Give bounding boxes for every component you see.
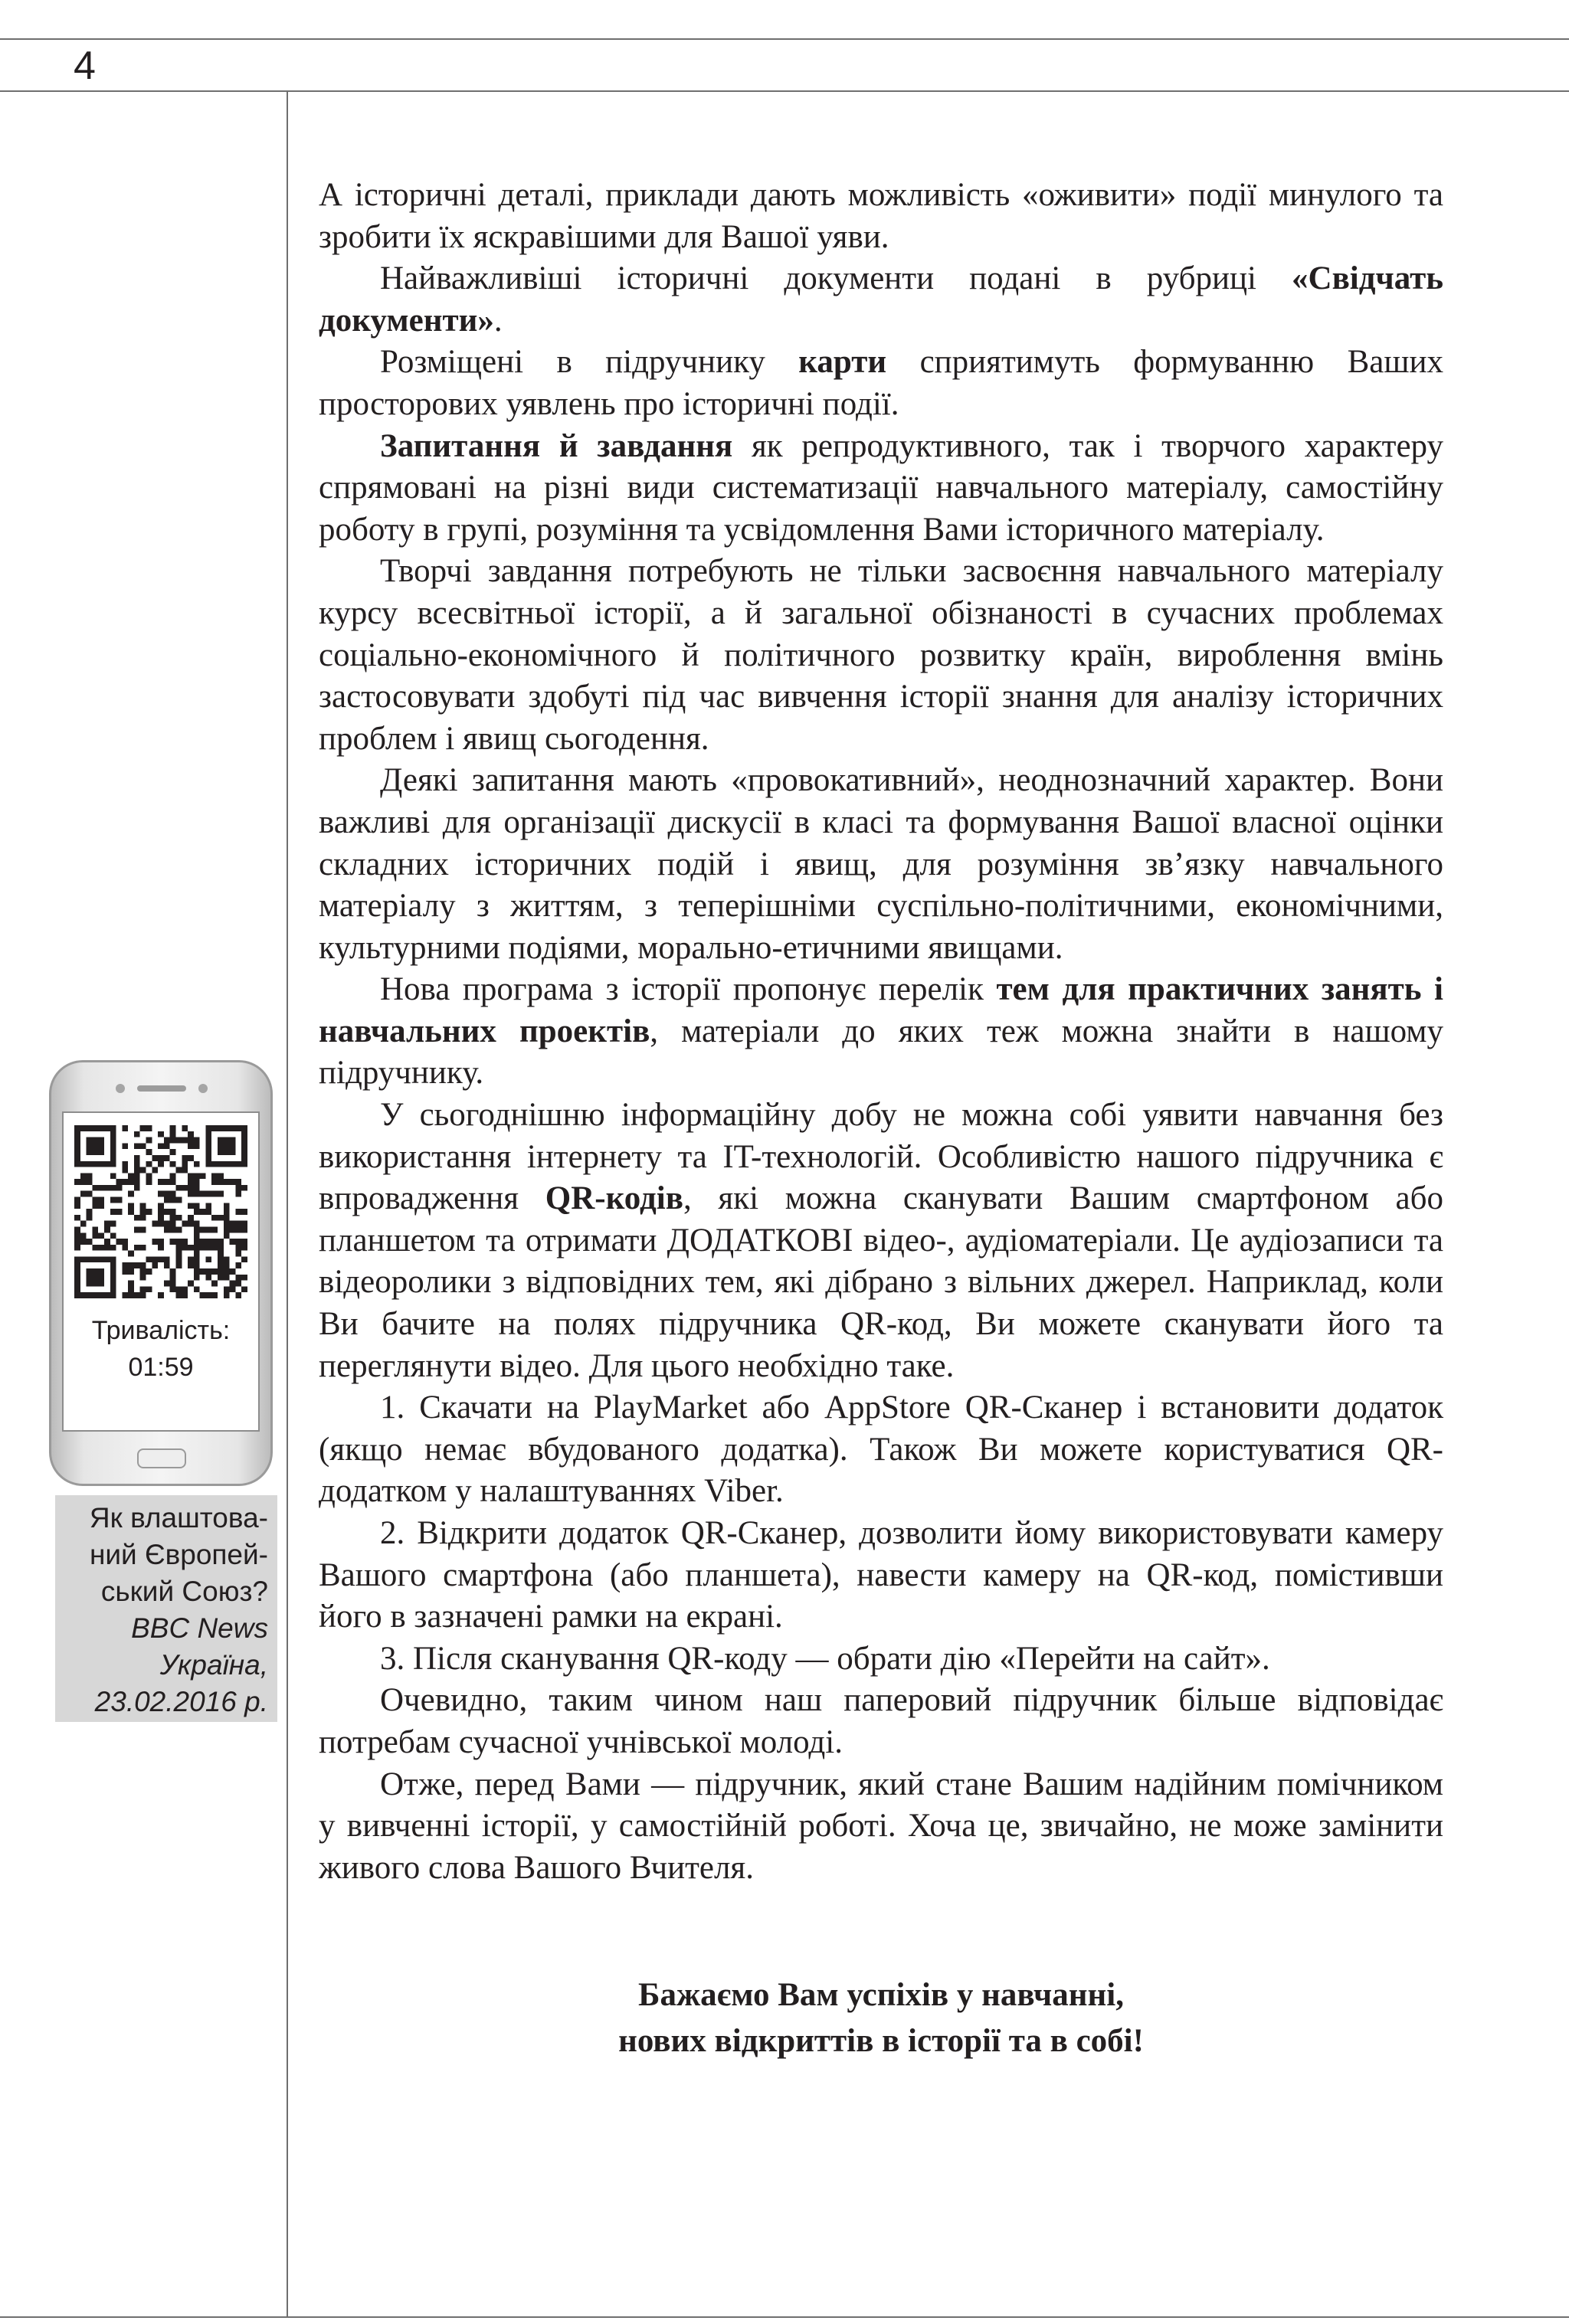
caption-source-line-3: 23.02.2016 р. xyxy=(94,1686,268,1717)
caption-title-line-1: Як влаштова- xyxy=(89,1502,268,1534)
text-run: Очевидно, таким чином наш паперовий підручник більше відповідає потребам сучасної учнівської молоді. xyxy=(319,1682,1443,1760)
text-run: , матеріали до яких теж можна знайти в нашому підручнику. xyxy=(319,1013,1443,1092)
body-text xyxy=(319,175,1443,1889)
text-run: Нова програма з історії пропонує перелік xyxy=(380,971,997,1008)
paragraph xyxy=(319,1095,1443,1387)
paragraph xyxy=(319,258,1443,342)
phone-sensor xyxy=(198,1084,208,1093)
duration-value: 01:59 xyxy=(128,1353,194,1382)
paragraph xyxy=(319,969,1443,1095)
caption-source-line-2: Україна, xyxy=(159,1649,268,1681)
text-run: , які можна сканувати Вашим смартфоном або планшетом та отримати ДОДАТКОВІ відео-, аудіоматеріали. Це аудіозаписи та відеоролики з відповідних тем, які дібрано з вільних джерел. Наприклад, коли Ви бачите на полях підручника QR-код, Ви можете сканувати його та переглянути відео. Для цього необхідно таке. xyxy=(319,1180,1444,1384)
text-run: Найважливіші історичні документи подані в рубриці xyxy=(380,260,1292,297)
paragraph xyxy=(319,426,1443,552)
bold-term: карти xyxy=(798,344,887,381)
bold-term: Запитання й завдання xyxy=(380,427,733,464)
text-run: 3. Після сканування QR-коду — обрати дію «Перейти на сайт». xyxy=(380,1640,1270,1677)
paragraph xyxy=(319,760,1443,969)
paragraph xyxy=(319,175,1443,258)
text-run: сприятимуть формуванню Ваших просторових уявлень про історичні події. xyxy=(319,344,1443,422)
smartphone-illustration xyxy=(49,1060,273,1486)
header-top-rule xyxy=(0,38,1569,40)
phone-screen xyxy=(62,1111,260,1432)
text-run: . xyxy=(493,302,503,339)
text-run: 1. Скачати на PlayMarket або AppStore QR-Сканер і встановити додаток (якщо немає вбудованого додатка). Також Ви можете користуватися QR-додатком у налаштуваннях Viber. xyxy=(319,1389,1443,1510)
caption-title-line-2: ний Європей- xyxy=(89,1539,268,1570)
paragraph xyxy=(319,1387,1443,1513)
paragraph xyxy=(319,1680,1443,1763)
text-run: А історичні деталі, приклади дають можливість «оживити» події минулого та зробити їх яскравішими для Вашої уяви. xyxy=(319,177,1443,255)
video-duration xyxy=(64,1312,258,1386)
bold-term: тем для практичних занять і навчальних проектів xyxy=(319,971,1444,1049)
qr-code-icon[interactable] xyxy=(74,1125,247,1298)
bold-term: «Свідчать документи» xyxy=(319,260,1443,339)
phone-speaker xyxy=(137,1085,186,1092)
closing-line-2: нових відкриттів в історії та в собі! xyxy=(618,2023,1144,2059)
paragraph xyxy=(319,1764,1443,1890)
closing-line-1: Бажаємо Вам успіхів у навчанні, xyxy=(638,1977,1124,2013)
page-number: 4 xyxy=(74,44,96,88)
qr-caption xyxy=(55,1495,277,1722)
text-run: Деякі запитання мають «провокативний», неоднозначний характер. Вони важливі для організації дискусії в класі та формування Вашої власної оцінки складних історичних подій і явищ, для розуміння зв’язку навчального матеріалу з життям, з теперішніми суспільно-політичними, економічними, культурними подіями, морально-етичними явищами. xyxy=(319,762,1443,966)
footer-rule xyxy=(0,2316,1569,2318)
phone-camera xyxy=(116,1084,125,1093)
text-run: Отже, перед Вами — підручник, який стане Вашим надійним помічником у вивченні історії, у самостійній роботі. Хоча це, звичайно, не може замінити живого слова Вашого Вчителя. xyxy=(319,1766,1443,1886)
text-run: Розміщені в підручнику xyxy=(380,344,799,381)
text-run: як репродуктивного, так і творчого характеру спрямовані на різні види систематизації навчального матеріалу, самостійну роботу в групі, розуміння та усвідомлення Вами історичного матеріалу. xyxy=(319,427,1443,548)
paragraph xyxy=(319,342,1443,425)
paragraph xyxy=(319,551,1443,760)
text-run: Творчі завдання потребують не тільки засвоєння навчального матеріалу курсу всесвітньої історії, а й загальної обізнаності в сучасних проблемах соціально-економічного й політичного розвитку країн, вироблення вмінь застосовувати здобуті під час вивчення історії знання для аналізу історичних проблем і явищ сьогодення. xyxy=(319,553,1443,757)
margin-divider xyxy=(287,90,288,2316)
text-run: У сьогоднішню інформаційну добу не можна собі уявити навчання без використання інтернету та IT-технологій. Особливістю нашого підручника є впровадження xyxy=(319,1097,1443,1217)
caption-source-line-1: BBC News xyxy=(131,1612,268,1644)
paragraph xyxy=(319,1638,1443,1681)
header-bottom-rule xyxy=(0,90,1569,92)
phone-home-button xyxy=(137,1448,186,1468)
paragraph xyxy=(319,1513,1443,1638)
caption-title-line-3: ський Союз? xyxy=(100,1576,268,1607)
bold-term: QR-кодів xyxy=(545,1180,683,1217)
closing-wish xyxy=(319,1972,1443,2064)
duration-label: Тривалість: xyxy=(91,1316,231,1345)
text-run: 2. Відкрити додаток QR-Сканер, дозволити йому використовувати камеру Вашого смартфона (або планшета), навести камеру на QR-код, помістивши його в зазначені рамки на екрані. xyxy=(319,1515,1443,1635)
